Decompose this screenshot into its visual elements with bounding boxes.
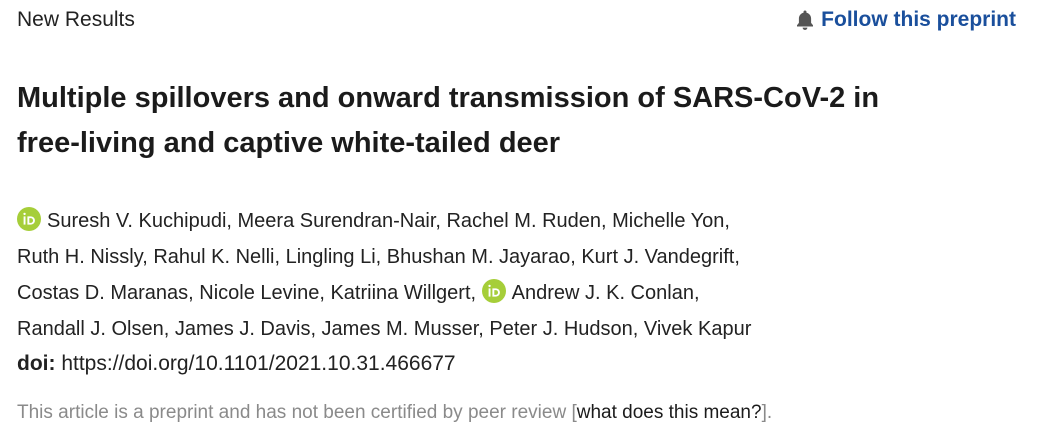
disclaimer-suffix: ]. [761,402,773,423]
author-line-2: Ruth H. Nissly, Rahul K. Nelli, Lingling Li, Bhushan M. Jayarao, Kurt J. Vandegrift, [17,246,740,268]
article-title-line-1: Multiple spillovers and onward transmission of SARS-CoV-2 in [17,82,880,114]
top-bar [17,6,1016,34]
follow-preprint-link[interactable] [795,8,1016,32]
author-line-3 [17,275,977,311]
orcid-icon[interactable] [17,207,41,231]
article-status-label: New Results [17,8,135,31]
what-does-this-mean-link[interactable]: what does this mean? [576,402,762,423]
follow-preprint-label: Follow this preprint [821,8,1016,31]
author-line-1 [17,203,977,239]
author-line-1-text: Suresh V. Kuchipudi, Meera Surendran-Nair, Rachel M. Ruden, Michelle Yon, [47,210,730,232]
doi-row [17,352,456,376]
author-list [17,203,977,347]
doi-label: doi: [17,352,56,375]
article-title [17,76,1007,166]
orcid-icon[interactable] [482,279,506,303]
author-line-4: Randall J. Olsen, James J. Davis, James M. Musser, Peter J. Hudson, Vivek Kapur [17,318,752,340]
author-line-3-part-1: Costas D. Maranas, Nicole Levine, Katriina Willgert, [17,282,477,304]
preprint-disclaimer [17,402,772,424]
author-line-3-part-2: Andrew J. K. Conlan, [511,282,700,304]
disclaimer-prefix: This article is a preprint and has not been certified by peer review [ [17,402,577,423]
article-title-line-2: free-living and captive white-tailed deer [17,127,561,159]
doi-link[interactable]: https://doi.org/10.1101/2021.10.31.466677 [61,352,456,375]
bell-icon [795,9,815,31]
